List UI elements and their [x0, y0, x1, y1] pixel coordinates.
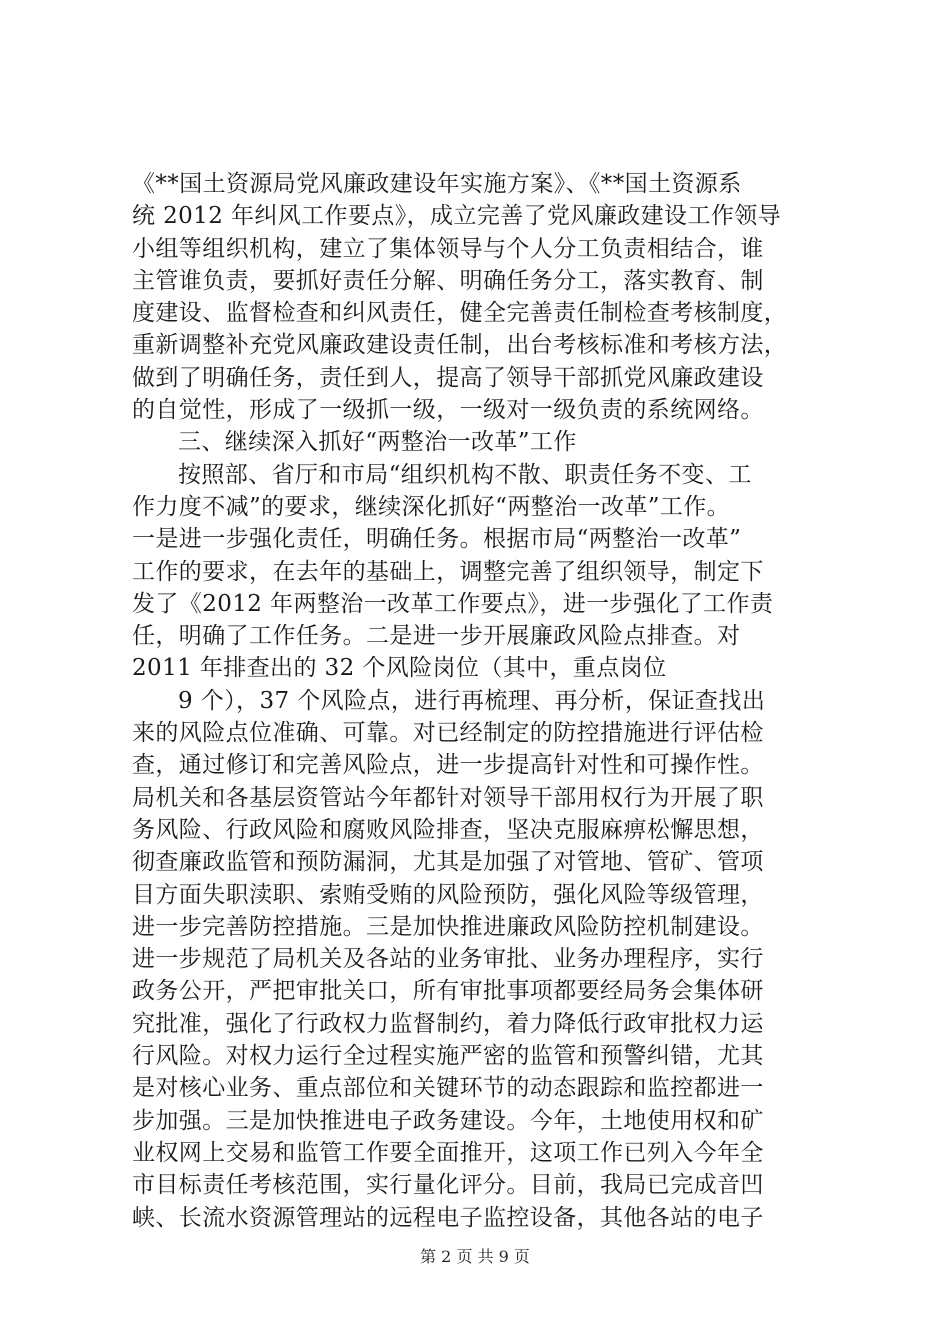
text-line: 任，明确了工作任务。二是进一步开展廉政风险点排查。对: [132, 623, 741, 650]
text-line: 发了《2012 年两整治一改革工作要点》，进一步强化了工作责: [132, 590, 774, 617]
text-line: 目方面失职渎职、索贿受贿的风险预防，强化风险等级管理，: [132, 881, 764, 908]
text-line: 统 2012 年纠风工作要点》，成立完善了党风廉政建设工作领导: [132, 203, 782, 230]
text-line: 彻查廉政监管和预防漏洞，尤其是加强了对管地、管矿、管项: [132, 849, 764, 876]
document-body: [132, 168, 832, 1234]
text-line: 《**国土资源局党风廉政建设年实施方案》、《**国土资源系: [132, 171, 742, 197]
text-line: 按照部、省厅和市局“组织机构不散、职责任务不变、工: [178, 461, 752, 488]
text-line: 进一步完善防控措施。三是加快推进廉政风险防控机制建设。: [132, 913, 764, 940]
text-line: 2011 年排查出的 32 个风险岗位（其中，重点岗位: [132, 655, 667, 682]
text-line: 9 个），37 个风险点，进行再梳理、再分析，保证查找出: [178, 687, 766, 714]
text-line: 来的风险点位准确、可靠。对已经制定的防控措施进行评估检: [132, 720, 764, 747]
text-line: 步加强。三是加快推进电子政务建设。今年，土地使用权和矿: [132, 1107, 764, 1134]
text-line: 工作的要求，在去年的基础上，调整完善了组织领导，制定下: [132, 558, 764, 585]
text-line: 究批准，强化了行政权力监督制约，着力降低行政审批权力运: [132, 1010, 764, 1037]
text-line: 的自觉性，形成了一级抓一级，一级对一级负责的系统网络。: [132, 397, 764, 424]
text-line: 进一步规范了局机关及各站的业务审批、业务办理程序，实行: [132, 946, 764, 973]
text-line: 做到了明确任务，责任到人，提高了领导干部抓党风廉政建设: [132, 364, 764, 391]
text-line: 查，通过修订和完善风险点，进一步提高针对性和可操作性。: [132, 752, 764, 779]
text-line: 小组等组织机构，建立了集体领导与个人分工负责相结合，谁: [132, 235, 764, 262]
text-line: 主管谁负责，要抓好责任分解、明确任务分工，落实教育、制: [132, 267, 764, 294]
text-line: 重新调整补充党风廉政建设责任制，出台考核标准和考核方法，: [132, 332, 788, 359]
text-line: 作力度不减”的要求，继续深化抓好“两整治一改革”工作。: [132, 493, 731, 520]
text-line: 政务公开，严把审批关口，所有审批事项都要经局务会集体研: [132, 978, 764, 1005]
text-line: 行风险。对权力运行全过程实施严密的监管和预警纠错，尤其: [132, 1043, 764, 1070]
text-line: 是对核心业务、重点部位和关键环节的动态跟踪和监控都进一: [132, 1075, 764, 1102]
text-line: 务风险、行政风险和腐败风险排查，坚决克服麻痹松懈思想，: [132, 816, 764, 843]
page-footer: 第 2 页 共 9 页: [420, 1247, 530, 1266]
text-line: 一是进一步强化责任，明确任务。根据市局“两整治一改革”: [132, 526, 742, 553]
text-line: 峡、长流水资源管理站的远程电子监控设备，其他各站的电子: [132, 1204, 764, 1231]
text-line: 度建设、监督检查和纠风责任，健全完善责任制检查考核制度，: [132, 300, 788, 327]
text-line: 局机关和各基层资管站今年都针对领导干部用权行为开展了职: [132, 784, 764, 811]
text-line: 三、继续深入抓好“两整治一改革”工作: [178, 429, 577, 456]
text-line: 业权网上交易和监管工作要全面推开，这项工作已列入今年全: [132, 1139, 764, 1166]
text-line: 市目标责任考核范围，实行量化评分。目前，我局已完成音凹: [132, 1172, 764, 1199]
